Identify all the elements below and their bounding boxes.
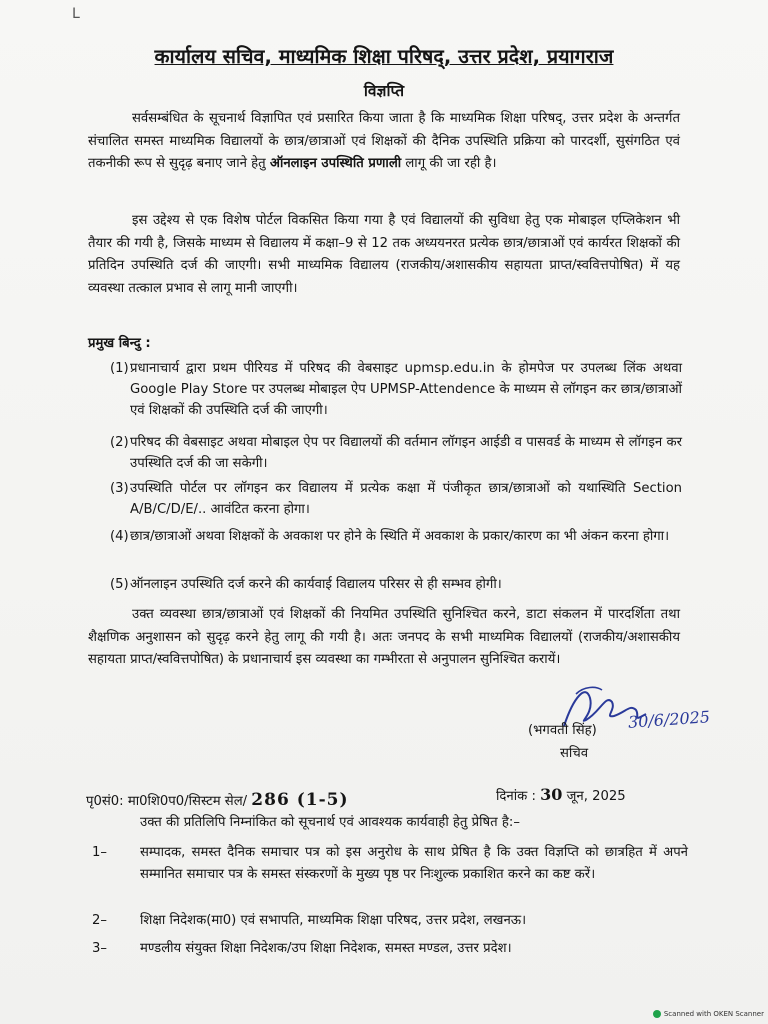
copy-number: 2– — [92, 913, 107, 928]
reference-prefix: पृ0सं0: मा0शि0प0/सिस्टम सेल/ — [86, 794, 248, 809]
reference-handwritten-number: 286 (1-5) — [251, 790, 349, 810]
key-point — [110, 432, 682, 474]
key-points-label: प्रमुख बिन्दु : — [88, 336, 151, 351]
copy-text: शिक्षा निदेशक(मा0) एवं सभापति, माध्यमिक शिक्षा परिषद, उत्तर प्रदेश, लखनऊ। — [140, 913, 527, 928]
scanner-text: Scanned with OKEN Scanner — [663, 1010, 764, 1018]
key-point — [110, 574, 682, 595]
office-heading: कार्यालय सचिव, माध्यमिक शिक्षा परिषद्, उत्तर प्रदेश, प्रयागराज — [154, 45, 614, 68]
notice-title: विज्ञप्ति — [363, 82, 405, 100]
copy-recipient — [92, 842, 688, 886]
copy-number: 3– — [92, 941, 107, 956]
date-label: दिनांक : — [496, 789, 536, 804]
copy-recipient — [92, 938, 688, 960]
key-point-text: परिषद की वेबसाइट अथवा मोबाइल ऐप पर विद्यालयों की वर्तमान लॉगइन आईडी व पासवर्ड के माध्यम से लॉगइन कर उपस्थिति दर्ज की जा सकेगी। — [130, 435, 682, 471]
corner-mark: ᒪ — [72, 6, 80, 22]
copy-number: 1– — [92, 845, 107, 860]
copy-intro: उक्त की प्रतिलिपि निम्नांकित को सूचनार्थ एवं आवश्यक कार्यवाही हेतु प्रेषित है:– — [140, 815, 520, 830]
key-point — [110, 478, 682, 520]
paragraph-intro-bold: ऑनलाइन उपस्थिति प्रणाली — [269, 156, 402, 171]
signatory-title: सचिव — [560, 746, 589, 761]
key-point-number: (1) — [110, 361, 129, 376]
date-day: 30 — [540, 785, 563, 804]
key-point-text: प्रधानाचार्य द्वारा प्रथम पीरियड में परिषद की वेबसाइट upmsp.edu.in के होमपेज पर उपलब्ध लिंक अथवा Google Play Store पर उपलब्ध मोबाइल ऐप UPMSP-Attendence के माध्यम से लॉगइन कर छात्र/छात्राओं एवं शिक्षकों की उपस्थिति दर्ज की जाएगी। — [130, 361, 682, 418]
paragraph-intro-text: सर्वसम्बंधित के सूचनार्थ विज्ञापित एवं प्रसारित किया जाता है कि माध्यमिक शिक्षा परिषद्, उत्तर प्रदेश के अन्तर्गत संचालित समस्त माध्यमिक विद्यालयों के छात्र/छात्राओं एवं शिक्षकों की दैनिक उपस्थिति प्रक्रिया को पारदर्शी, सुसंगठित एवं तकनीकी रूप से सुदृढ़ बनाए जाने हेतु — [88, 111, 680, 171]
key-point-number: (4) — [110, 529, 129, 544]
paragraph-intro — [88, 108, 680, 176]
copy-recipient — [92, 910, 688, 932]
scanner-logo-icon — [653, 1010, 661, 1018]
paragraph-directive — [88, 604, 680, 672]
signatory-name: (भगवती सिंह) — [528, 723, 597, 738]
paragraph-portal — [88, 210, 680, 300]
date-rest: जून, 2025 — [566, 789, 626, 804]
key-point-text: उपस्थिति पोर्टल पर लॉगइन कर विद्यालय में प्रत्येक कक्षा में पंजीकृत छात्र/छात्राओं को यथास्थिति Section A/B/C/D/E/.. आवंटित करना होगा। — [130, 481, 682, 517]
signature-date: 30/6/2025 — [627, 707, 711, 732]
reference-number — [86, 790, 349, 810]
key-point-number: (5) — [110, 577, 129, 592]
key-point-text: छात्र/छात्राओं अथवा शिक्षकों के अवकाश पर होने के स्थिति में अवकाश के प्रकार/कारण का भी अंकन करना होगा। — [130, 529, 670, 544]
key-point-number: (2) — [110, 435, 129, 450]
copy-text: सम्पादक, समस्त दैनिक समाचार पत्र को इस अनुरोध के साथ प्रेषित है कि उक्त विज्ञप्ति को छात्रहित में अपने सम्मानित समाचार पत्र के समस्त संस्करणों के मुख्य पृष्ठ पर निःशुल्क प्रकाशित करने का कष्ट करें। — [140, 845, 688, 882]
key-point — [110, 358, 682, 421]
paragraph-portal-text: इस उद्देश्य से एक विशेष पोर्टल विकसित किया गया है एवं विद्यालयों की सुविधा हेतु एक मोबाइल एप्लिकेशन भी तैयार की गयी है, जिसके माध्यम से विद्यालय में कक्षा–9 से 12 तक अध्ययनरत प्रत्येक छात्र/छात्राओं एवं कार्यरत शिक्षकों की प्रतिदिन उपस्थिति दर्ज की जाएगी। सभी माध्यमिक विद्यालय (राजकीय/अशासकीय सहायता प्राप्त/स्ववित्तपोषित) में यह व्यवस्था तत्काल प्रभाव से लागू मानी जाएगी। — [88, 213, 680, 296]
paragraph-directive-text: उक्त व्यवस्था छात्र/छात्राओं एवं शिक्षकों की नियमित उपस्थिति सुनिश्चित करने, डाटा संकलन में पारदर्शिता तथा शैक्षणिक अनुशासन को सुदृढ़ करने हेतु लागू की गयी है। अतः जनपद के सभी माध्यमिक विद्यालयों (राजकीय/अशासकीय सहायता प्राप्त/स्ववित्तपोषित) के प्रधानाचार्य इस व्यवस्था का गम्भीरता से अनुपालन सुनिश्चित करायें। — [88, 607, 680, 667]
copy-text: मण्डलीय संयुक्त शिक्षा निदेशक/उप शिक्षा निदेशक, समस्त मण्डल, उत्तर प्रदेश। — [140, 941, 512, 956]
key-point — [110, 526, 682, 547]
key-point-text: ऑनलाइन उपस्थिति दर्ज करने की कार्यवाई विद्यालय परिसर से ही सम्भव होगी। — [130, 577, 502, 592]
key-point-number: (3) — [110, 481, 129, 496]
paragraph-intro-end: लागू की जा रही है। — [401, 156, 497, 171]
issue-date — [496, 785, 626, 804]
scanner-watermark — [653, 1010, 764, 1018]
